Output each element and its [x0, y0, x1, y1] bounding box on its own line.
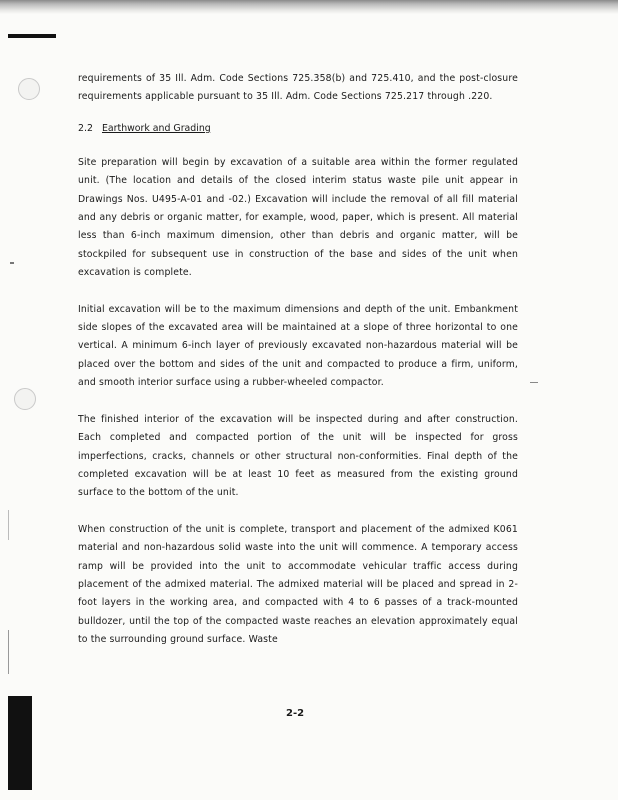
section-title: Earthwork and Grading	[102, 122, 211, 134]
document-body	[78, 70, 518, 650]
section-number: 2.2	[78, 122, 93, 134]
paragraph: requirements of 35 Ill. Adm. Code Sections 725.358(b) and 725.410, and the post-closure requirements applicable pursuant to 35 Ill. Adm. Code Sections 725.217 through .220.	[78, 73, 518, 103]
scan-edge-line	[8, 630, 9, 674]
section-heading	[78, 120, 518, 138]
scan-black-mark	[8, 34, 56, 38]
paragraph: Initial excavation will be to the maximum dimensions and depth of the unit. Embankment side slopes of the excavated area will be maintained at a slope of three horizontal to one vertical. A minimum 6-inch layer of previously excavated non-hazardous material will be placed over the bottom and sides of the unit and compacted to produce a firm, uniform, and smooth interior surface using a rubber-wheeled compactor.	[78, 303, 518, 389]
scan-speck	[530, 382, 538, 383]
paragraph: When construction of the unit is complete, transport and placement of the admixed K061 material and non-hazardous solid waste into the unit will commence. A temporary access ramp will be provided into the unit to accommodate vehicular traffic access during placement of the admixed material. The admixed material will be placed and spread in 2-foot layers in the working area, and compacted with 4 to 6 passes of a track-mounted bulldozer, until the top of the compacted waste reaches an elevation approximately equal to the surrounding ground surface. Waste	[78, 523, 518, 646]
punch-hole	[14, 388, 36, 410]
scan-top-edge	[0, 0, 618, 14]
scan-black-bar	[8, 696, 32, 790]
paragraph: Site preparation will begin by excavation of a suitable area within the former regulated unit. (The location and details of the closed interim status waste pile unit appear in Drawings Nos. U495-A-01 and -02.) Excavation will include the removal of all fill material and any debris or organic matter, for example, wood, paper, which is present. All material less than 6-inch maximum dimension, other than debris and organic matter, will be stockpiled for subsequent use in construction of the base and sides of the unit when excavation is complete.	[78, 156, 518, 279]
punch-hole	[18, 78, 40, 100]
paragraph: The finished interior of the excavation will be inspected during and after construction. Each completed and compacted portion of the unit will be inspected for gross imperfections, cracks, channels or other structural non-conformities. Final depth of the completed excavation will be at least 10 feet as measured from the existing ground surface to the bottom of the unit.	[78, 413, 518, 499]
page-number: 2-2	[286, 708, 305, 719]
scan-speck	[10, 262, 14, 264]
scan-edge-line	[8, 510, 9, 540]
